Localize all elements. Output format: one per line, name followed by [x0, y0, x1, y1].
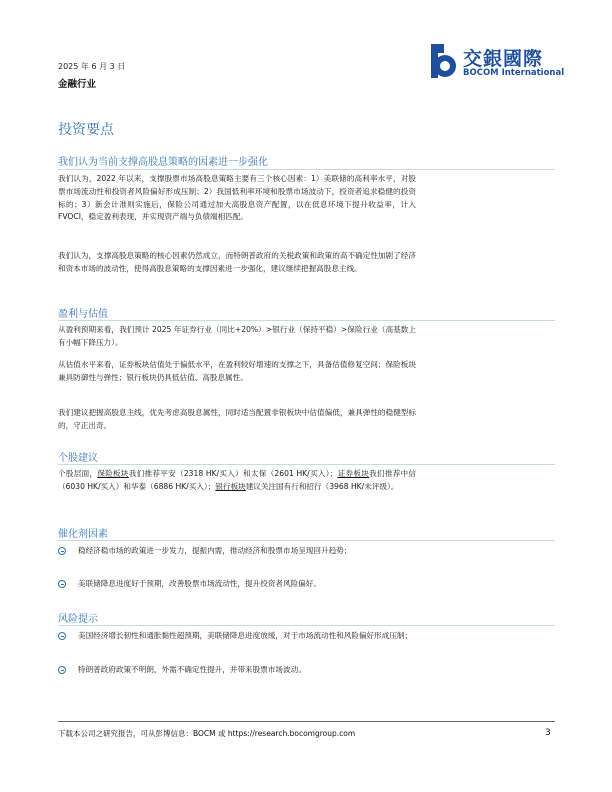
section-title-stocks: 个股建议: [58, 453, 98, 464]
stocks-text-3: 我们推荐中信（6030 HK/买入）和华泰（6886 HK/买入）；: [58, 469, 417, 491]
page-number: 3: [545, 728, 551, 738]
valuation-paragraph-2: 从估值水平来看，证券板块估值处于偏低水平，在盈利较好增速的支撑之下，具备估值修复空间；保险板块兼具防御性与弹性；银行板块仍具低估值、高股息属性。: [58, 360, 416, 382]
section-divider: [58, 625, 555, 626]
securities-sector-link[interactable]: 证券板块: [337, 469, 370, 478]
drivers-paragraph-2: 我们认为，支撑高股息策略的核心因素仍然成立，而特朗普政府的关税政策和政策的高不确定性加剧了经济和资本市场的波动性，使得高股息策略的支撑因素进一步强化，建议继续把握高股息主线。: [58, 251, 416, 273]
section-divider: [58, 464, 555, 465]
section-divider: [58, 540, 555, 541]
risk-text: 美国经济增长韧性和通胀黏性超预期，美联储降息进度放缓，对于市场流动性和风险偏好形成压制；: [78, 631, 413, 640]
valuation-paragraph-3: 我们建议把握高股息主线，优先考虑高股息属性，同时适当配置非银板块中估值偏低，兼具弹性的稳健型标的，守正出奇。: [58, 408, 416, 430]
bullet-icon: [58, 632, 66, 640]
report-sector: 金融行业: [58, 79, 97, 90]
catalyst-text: 稳经济稳市场的政策进一步发力，提振内需，推动经济和股票市场呈现回升趋势；: [78, 546, 352, 555]
section-title-catalysts: 催化剂因素: [58, 529, 108, 540]
bullet-icon: [58, 580, 66, 588]
bank-sector-link[interactable]: 银行板块: [215, 481, 246, 491]
logo-name-en: BOCOM International: [463, 68, 565, 78]
stocks-paragraph: [58, 468, 416, 494]
bocom-logo-icon: [428, 42, 458, 80]
footer-disclaimer: 下载本公司之研究报告，可从彭博信息：BOCM 或 https://research.bocomgroup.com: [58, 729, 356, 738]
section-title-valuation: 盈利与估值: [58, 309, 108, 320]
valuation-paragraph-1: 从盈利预期来看，我们预计 2025 年证券行业（同比+20%）>银行业（保持平稳）>保险行业（高基数上有小幅下降压力）。: [58, 325, 416, 347]
bullet-icon: [58, 666, 66, 674]
drivers-paragraph-1: 我们认为，2022 年以来，支撑股票市场高股息策略主要有三个核心因素：1）美联储的高利率水平，对股票市场流动性和投资者风险偏好形成压制；2）我国低利率环境和股票市场波动下，投资者追求稳健的投资标的；3）新会计准则实施后，保险公司通过加大高股息资产配置，以在低息环境下提升收益率，计入 FVOCI，稳定盈利表现，并实现资产端与负债端相匹配。: [58, 174, 416, 222]
footer-divider: [58, 721, 555, 722]
insurance-sector-link[interactable]: 保险板块: [97, 469, 129, 478]
bullet-icon: [58, 547, 66, 555]
logo-name-cn: 交銀國際: [463, 48, 544, 70]
catalyst-text: 美联储降息进度好于预期，改善股票市场流动性，提升投资者风险偏好。: [78, 579, 321, 588]
stocks-text-4: 建议关注国有行和招行（3968 HK/未评级）。: [245, 481, 399, 491]
page-title: 投资要点: [58, 122, 114, 138]
stocks-text-2: 我们推荐平安（2318 HK/买入）和太保（2601 HK/买入）；: [128, 469, 338, 478]
bocom-logo: [428, 42, 588, 82]
section-divider: [58, 320, 555, 321]
section-title-drivers: 我们认为当前支撑高股息策略的因素进一步强化: [58, 157, 268, 168]
report-date: 2025 年 6 月 3 日: [58, 62, 126, 71]
stocks-text-1: 个股层面，: [58, 469, 98, 478]
risk-text: 特朗普政府政策不明朗，外需不确定性提升，并带来股票市场波动。: [78, 665, 306, 674]
section-title-risks: 风险提示: [58, 614, 98, 625]
section-divider: [58, 169, 555, 170]
